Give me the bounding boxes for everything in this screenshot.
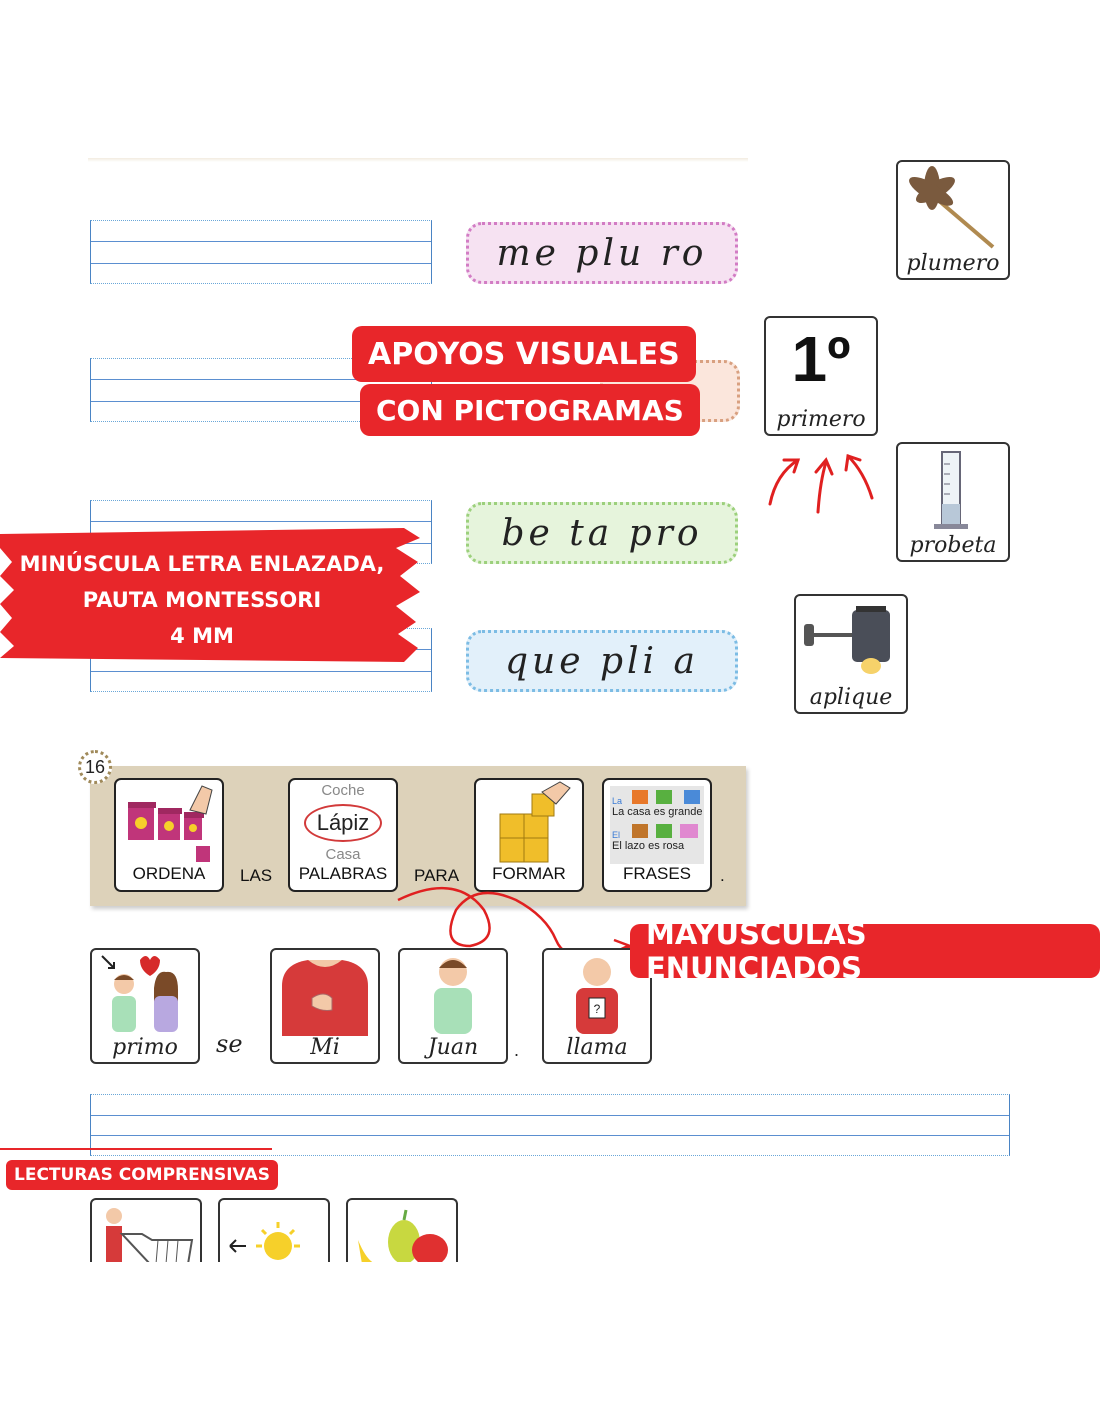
syllables-box-aplique: que pli a [466,630,738,692]
sentence-word-se[interactable]: se [216,1030,243,1058]
syllables-box-plumero: me plu ro [466,222,738,284]
frases-line-1: La casa es grande [612,806,703,818]
svg-text:?: ? [593,1002,601,1016]
section-underline [0,1148,272,1150]
banner-con-pictogramas: CON PICTOGRAMAS [360,384,700,436]
cousins-icon [92,950,198,1036]
frases-article-1: La [612,796,623,806]
exercise-number: 16 [78,750,112,784]
wall-lamp-icon [796,596,906,686]
pictogram-label: primero [776,407,866,432]
reading-card-fruit [346,1198,458,1262]
banner-apoyos-visuales: APOYOS VISUALES [352,326,696,382]
pictogram-label: plumero [906,251,1000,276]
pictogram-aplique [794,594,908,714]
sentence-card-primo[interactable] [90,948,200,1064]
instruction-card-frases [602,778,712,892]
instruction-card-palabras [288,778,398,892]
ordinal-symbol: 1º [791,323,851,395]
pictogram-plumero [896,160,1010,280]
reading-card-yesterday [218,1198,330,1262]
banner-lecturas-comprensivas: LECTURAS COMPRENSIVAS [6,1160,278,1190]
building-blocks-icon [476,780,582,864]
pictogram-label: aplique [809,685,893,710]
pictogram-label: probeta [909,533,997,558]
word-option-bottom: Casa [325,846,361,863]
pictogram-probeta [896,442,1010,562]
sentence-dot[interactable]: . [514,1040,520,1060]
instruction-word-para: PARA [414,866,460,885]
top-divider [88,158,748,162]
instruction-card-ordena [114,778,224,892]
sentence-card-juan[interactable] [398,948,508,1064]
word-option-top: Coche [321,782,365,799]
self-pointing-icon [272,950,378,1036]
reading-card-shopping [90,1198,202,1262]
frases-article-2: El [612,830,621,840]
sentence-card-label: Juan [427,1035,479,1060]
instruction-card-label: PALABRAS [298,864,388,883]
feather-duster-icon [898,162,1008,252]
fruit-icon [348,1200,456,1262]
sentence-card-label: Mi [310,1035,340,1060]
test-tube-icon [898,444,1008,534]
instruction-word-las: LAS [240,866,273,885]
instruction-word-dot: . [720,866,725,885]
instruction-card-label: FORMAR [492,864,566,883]
instruction-card-formar [474,778,584,892]
boxes-ordering-icon [116,780,222,864]
banner-minuscula [0,546,404,654]
writing-guide-1[interactable] [90,220,432,284]
frases-line-2: El lazo es rosa [612,840,685,852]
boy-icon [400,950,506,1036]
instruction-card-label: ORDENA [132,864,206,883]
sentence-card-label: primo [112,1035,178,1060]
writing-guide-sentence[interactable] [90,1094,1010,1156]
banner-minuscula-line1: MINÚSCULA LETRA ENLAZADA, [19,552,385,576]
word-option-selected: Lápiz [304,804,382,842]
sun-arrow-icon [220,1200,328,1262]
banner-minuscula-line3: 4 MM [170,624,234,648]
pictogram-primero [764,316,878,436]
shopping-cart-icon [92,1200,200,1262]
pointing-arrows-icon [760,448,890,518]
frases-preview [610,786,704,864]
sentence-card-mi[interactable] [270,948,380,1064]
banner-minuscula-line2: PAUTA MONTESSORI [82,588,322,612]
banner-mayusculas-enunciados: MAYÚSCULAS ENUNCIADOS [630,924,1100,978]
instruction-card-label: FRASES [622,864,692,883]
syllables-box-probeta: be ta pro [466,502,738,564]
sentence-card-label: llama [566,1035,628,1060]
